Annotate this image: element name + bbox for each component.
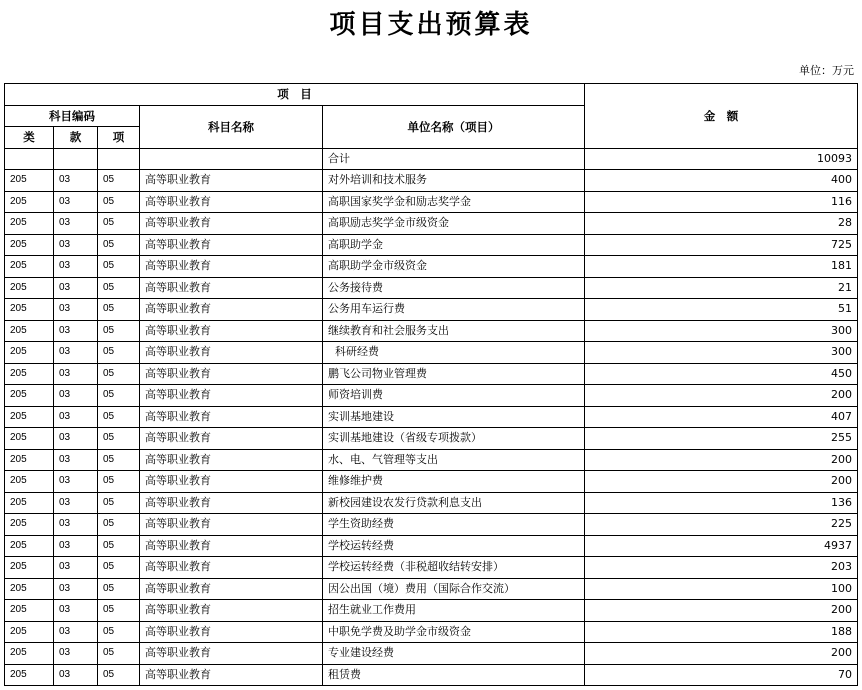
cell-kuan: 03 <box>54 385 98 407</box>
cell-amount: 725 <box>585 234 858 256</box>
cell-kuan: 03 <box>54 170 98 192</box>
cell-lei: 205 <box>5 363 54 385</box>
cell-unit-name: 因公出国（境）费用（国际合作交流） <box>323 578 585 600</box>
total-amount: 10093 <box>585 148 858 170</box>
cell-unit-name: 学生资助经费 <box>323 514 585 536</box>
cell-kuan: 03 <box>54 342 98 364</box>
cell-kuan: 03 <box>54 256 98 278</box>
table-row <box>5 557 858 579</box>
total-xiang <box>98 148 140 170</box>
cell-subject-name: 高等职业教育 <box>140 234 323 256</box>
cell-xiang: 05 <box>98 621 140 643</box>
cell-xiang: 05 <box>98 277 140 299</box>
cell-amount: 300 <box>585 342 858 364</box>
table-row <box>5 385 858 407</box>
cell-subject-name: 高等职业教育 <box>140 170 323 192</box>
cell-amount: 136 <box>585 492 858 514</box>
cell-xiang: 05 <box>98 449 140 471</box>
cell-unit-name: 高职励志奖学金市级资金 <box>323 213 585 235</box>
cell-kuan: 03 <box>54 299 98 321</box>
cell-subject-name: 高等职业教育 <box>140 492 323 514</box>
cell-kuan: 03 <box>54 363 98 385</box>
header-lei: 类 <box>5 127 54 149</box>
cell-kuan: 03 <box>54 234 98 256</box>
table-row <box>5 363 858 385</box>
cell-subject-name: 高等职业教育 <box>140 600 323 622</box>
cell-amount: 225 <box>585 514 858 536</box>
cell-xiang: 05 <box>98 471 140 493</box>
cell-unit-name: 公务接待费 <box>323 277 585 299</box>
cell-subject-name: 高等职业教育 <box>140 363 323 385</box>
cell-xiang: 05 <box>98 557 140 579</box>
cell-xiang: 05 <box>98 664 140 686</box>
cell-xiang: 05 <box>98 406 140 428</box>
cell-amount: 100 <box>585 578 858 600</box>
table-row <box>5 191 858 213</box>
cell-amount: 188 <box>585 621 858 643</box>
cell-subject-name: 高等职业教育 <box>140 256 323 278</box>
cell-lei: 205 <box>5 621 54 643</box>
cell-subject-name: 高等职业教育 <box>140 557 323 579</box>
cell-unit-name: 高职国家奖学金和励志奖学金 <box>323 191 585 213</box>
cell-lei: 205 <box>5 320 54 342</box>
cell-xiang: 05 <box>98 428 140 450</box>
cell-lei: 205 <box>5 342 54 364</box>
cell-xiang: 05 <box>98 514 140 536</box>
cell-unit-name: 高职助学金 <box>323 234 585 256</box>
table-row <box>5 342 858 364</box>
cell-subject-name: 高等职业教育 <box>140 277 323 299</box>
cell-kuan: 03 <box>54 471 98 493</box>
cell-lei: 205 <box>5 191 54 213</box>
header-code-group: 科目编码 <box>5 105 140 127</box>
cell-amount: 28 <box>585 213 858 235</box>
cell-xiang: 05 <box>98 234 140 256</box>
cell-amount: 450 <box>585 363 858 385</box>
cell-kuan: 03 <box>54 320 98 342</box>
table-row <box>5 320 858 342</box>
cell-unit-name: 租赁费 <box>323 664 585 686</box>
cell-lei: 205 <box>5 578 54 600</box>
budget-table <box>4 83 858 686</box>
cell-subject-name: 高等职业教育 <box>140 385 323 407</box>
cell-subject-name: 高等职业教育 <box>140 578 323 600</box>
cell-unit-name: 水、电、气管理等支出 <box>323 449 585 471</box>
cell-lei: 205 <box>5 471 54 493</box>
cell-subject-name: 高等职业教育 <box>140 428 323 450</box>
cell-amount: 255 <box>585 428 858 450</box>
table-row <box>5 406 858 428</box>
header-kuan: 款 <box>54 127 98 149</box>
total-row <box>5 148 858 170</box>
total-label: 合计 <box>323 148 585 170</box>
cell-subject-name: 高等职业教育 <box>140 320 323 342</box>
cell-amount: 51 <box>585 299 858 321</box>
cell-xiang: 05 <box>98 578 140 600</box>
cell-unit-name: 维修维护费 <box>323 471 585 493</box>
cell-amount: 116 <box>585 191 858 213</box>
cell-amount: 300 <box>585 320 858 342</box>
cell-kuan: 03 <box>54 277 98 299</box>
cell-xiang: 05 <box>98 600 140 622</box>
cell-unit-name: 学校运转经费 <box>323 535 585 557</box>
cell-kuan: 03 <box>54 578 98 600</box>
header-xiang: 项 <box>98 127 140 149</box>
cell-kuan: 03 <box>54 664 98 686</box>
cell-subject-name: 高等职业教育 <box>140 643 323 665</box>
cell-unit-name: 新校园建设农发行贷款利息支出 <box>323 492 585 514</box>
cell-subject-name: 高等职业教育 <box>140 342 323 364</box>
cell-xiang: 05 <box>98 363 140 385</box>
table-row <box>5 578 858 600</box>
table-row <box>5 256 858 278</box>
cell-amount: 200 <box>585 471 858 493</box>
unit-label: 单位：万元 <box>799 64 854 77</box>
table-row <box>5 535 858 557</box>
cell-kuan: 03 <box>54 514 98 536</box>
cell-amount: 181 <box>585 256 858 278</box>
cell-unit-name: 鹏飞公司物业管理费 <box>323 363 585 385</box>
cell-lei: 205 <box>5 600 54 622</box>
cell-kuan: 03 <box>54 643 98 665</box>
cell-xiang: 05 <box>98 170 140 192</box>
cell-unit-name: 学校运转经费（非税超收结转安排） <box>323 557 585 579</box>
cell-unit-name: 招生就业工作费用 <box>323 600 585 622</box>
table-row <box>5 664 858 686</box>
cell-xiang: 05 <box>98 643 140 665</box>
cell-unit-name: 继续教育和社会服务支出 <box>323 320 585 342</box>
cell-subject-name: 高等职业教育 <box>140 621 323 643</box>
cell-lei: 205 <box>5 299 54 321</box>
cell-amount: 21 <box>585 277 858 299</box>
cell-subject-name: 高等职业教育 <box>140 535 323 557</box>
cell-subject-name: 高等职业教育 <box>140 514 323 536</box>
cell-lei: 205 <box>5 170 54 192</box>
cell-subject-name: 高等职业教育 <box>140 213 323 235</box>
cell-amount: 200 <box>585 600 858 622</box>
table-row <box>5 600 858 622</box>
cell-subject-name: 高等职业教育 <box>140 471 323 493</box>
cell-amount: 200 <box>585 449 858 471</box>
table-row <box>5 277 858 299</box>
cell-xiang: 05 <box>98 492 140 514</box>
cell-lei: 205 <box>5 385 54 407</box>
cell-subject-name: 高等职业教育 <box>140 664 323 686</box>
table-row <box>5 514 858 536</box>
table-row <box>5 621 858 643</box>
cell-lei: 205 <box>5 213 54 235</box>
cell-lei: 205 <box>5 557 54 579</box>
cell-lei: 205 <box>5 492 54 514</box>
total-kuan <box>54 148 98 170</box>
cell-kuan: 03 <box>54 621 98 643</box>
cell-lei: 205 <box>5 277 54 299</box>
table-row <box>5 170 858 192</box>
cell-unit-name: 对外培训和技术服务 <box>323 170 585 192</box>
cell-amount: 407 <box>585 406 858 428</box>
total-subject <box>140 148 323 170</box>
cell-lei: 205 <box>5 535 54 557</box>
header-subject-name: 科目名称 <box>140 105 323 148</box>
cell-unit-name: 师资培训费 <box>323 385 585 407</box>
cell-unit-name: 实训基地建设 <box>323 406 585 428</box>
cell-unit-name: 中职免学费及助学金市级资金 <box>323 621 585 643</box>
table-row <box>5 213 858 235</box>
cell-amount: 400 <box>585 170 858 192</box>
cell-kuan: 03 <box>54 600 98 622</box>
cell-amount: 200 <box>585 643 858 665</box>
cell-kuan: 03 <box>54 428 98 450</box>
cell-xiang: 05 <box>98 535 140 557</box>
cell-subject-name: 高等职业教育 <box>140 299 323 321</box>
cell-amount: 70 <box>585 664 858 686</box>
cell-kuan: 03 <box>54 557 98 579</box>
cell-xiang: 05 <box>98 342 140 364</box>
cell-lei: 205 <box>5 406 54 428</box>
cell-lei: 205 <box>5 643 54 665</box>
cell-unit-name: 公务用车运行费 <box>323 299 585 321</box>
cell-xiang: 05 <box>98 256 140 278</box>
table-row <box>5 492 858 514</box>
cell-lei: 205 <box>5 428 54 450</box>
cell-unit-name: 科研经费 <box>323 342 585 364</box>
cell-kuan: 03 <box>54 492 98 514</box>
cell-kuan: 03 <box>54 406 98 428</box>
table-row <box>5 234 858 256</box>
header-unit-name: 单位名称（项目） <box>323 105 585 148</box>
cell-xiang: 05 <box>98 299 140 321</box>
cell-unit-name: 高职助学金市级资金 <box>323 256 585 278</box>
cell-kuan: 03 <box>54 213 98 235</box>
table-row <box>5 643 858 665</box>
cell-kuan: 03 <box>54 535 98 557</box>
page-title: 项目支出预算表 <box>329 10 533 40</box>
cell-lei: 205 <box>5 449 54 471</box>
cell-subject-name: 高等职业教育 <box>140 406 323 428</box>
table-row <box>5 449 858 471</box>
cell-xiang: 05 <box>98 191 140 213</box>
cell-xiang: 05 <box>98 385 140 407</box>
cell-lei: 205 <box>5 256 54 278</box>
cell-unit-name: 专业建设经费 <box>323 643 585 665</box>
table-row <box>5 299 858 321</box>
cell-subject-name: 高等职业教育 <box>140 191 323 213</box>
cell-lei: 205 <box>5 234 54 256</box>
cell-subject-name: 高等职业教育 <box>140 449 323 471</box>
table-row <box>5 471 858 493</box>
cell-kuan: 03 <box>54 449 98 471</box>
cell-amount: 203 <box>585 557 858 579</box>
header-project: 项 目 <box>5 84 585 106</box>
cell-amount: 200 <box>585 385 858 407</box>
cell-lei: 205 <box>5 514 54 536</box>
header-amount: 金 额 <box>585 84 858 149</box>
total-lei <box>5 148 54 170</box>
cell-kuan: 03 <box>54 191 98 213</box>
cell-lei: 205 <box>5 664 54 686</box>
cell-amount: 4937 <box>585 535 858 557</box>
cell-unit-name: 实训基地建设（省级专项拨款） <box>323 428 585 450</box>
table-row <box>5 428 858 450</box>
cell-xiang: 05 <box>98 320 140 342</box>
cell-xiang: 05 <box>98 213 140 235</box>
